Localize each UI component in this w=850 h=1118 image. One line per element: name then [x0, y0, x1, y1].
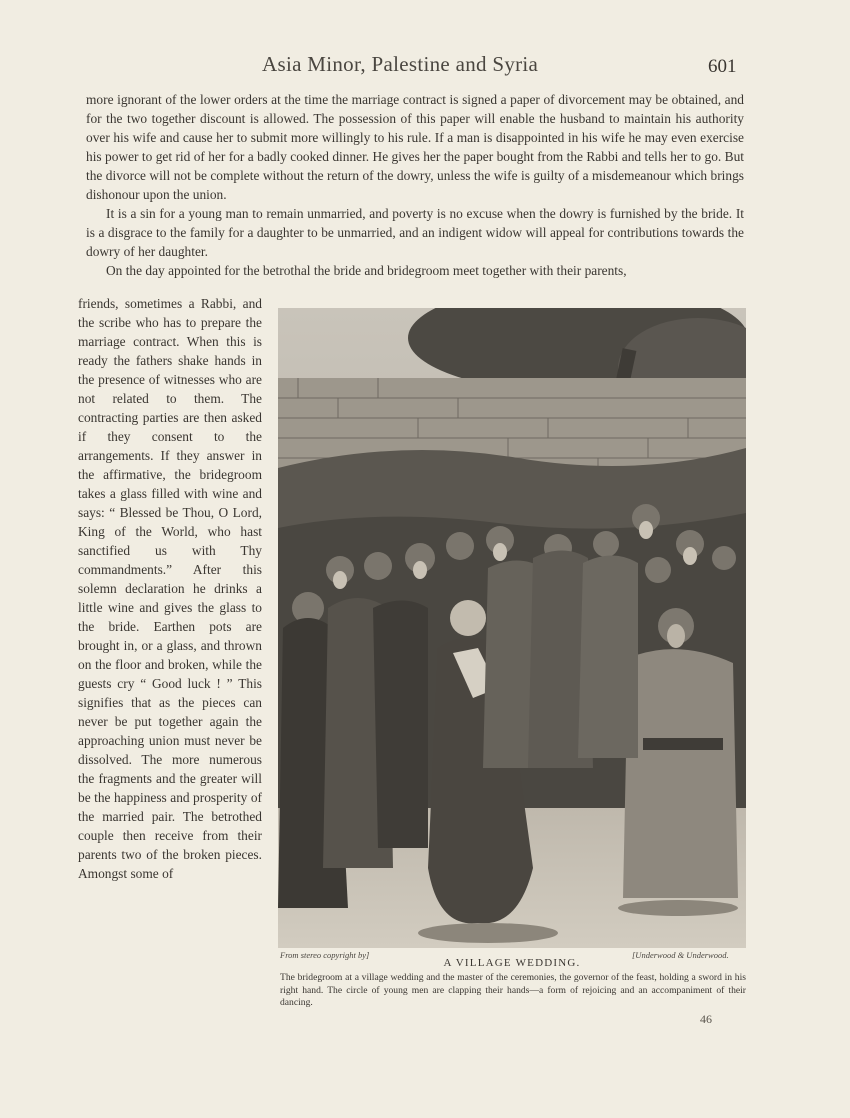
folio-number: 46: [700, 1012, 712, 1026]
figure: [278, 308, 746, 948]
paragraph-betrothal-column: friends, sometimes a Rabbi, and the scribe who has to prepare the marriage contract. When this is ready the fathers shake hands in the presence of witnesses who are not related to them. The contracting parties are then asked if they consent to the arrangements. If they answer in the affirmative, the bridegroom takes a glass filled with wine and says: “ Blessed be Thou, O Lord, King of the World, who hast sanctified us with Thy commandments.” After this solemn declaration he drinks a little wine and gives the glass to the bride. Earthen pots are brought in, or a glass, and thrown on the floor and broken, while the guests cry “ Good luck ! ” This signifies that as the pieces can never be put together again the approaching union must never be dissolved. The more numerous the fragments and the greater will be the happiness and prosperity of the married pair. The betrothed couple then receive from their parents two of the broken pieces. Amongst some of: [78, 296, 262, 881]
paragraph-betrothal-lead: On the day appointed for the betrothal the bride and bridegroom meet together with their parents,: [106, 263, 627, 278]
running-header: [0, 52, 850, 82]
photo-credit-right: [Underwood & Underwood.: [632, 950, 729, 960]
top-text-block: [86, 90, 744, 280]
paragraph-unmarried: It is a sin for a young man to remain unmarried, and poverty is no excuse when the dowry is furnished by the bride. It is a disgrace to the family for a daughter to be unmarried, and an indigent widow will appeal for contributions towards the dowry of her daughter.: [86, 206, 744, 259]
running-title: Asia Minor, Palestine and Syria: [262, 52, 539, 76]
left-text-column: [78, 294, 262, 883]
figure-caption: The bridegroom at a village wedding and the master of the ceremonies, the governor of the feast, holding a sword in his right hand. The circle of young men are clapping their hands—a form of rejoicing and an accompaniment of their dancing.: [280, 972, 746, 1008]
page-number: 601: [708, 56, 737, 77]
village-wedding-photo: [278, 308, 746, 948]
figure-title: A VILLAGE WEDDING.: [443, 957, 581, 969]
paragraph-divorce: more ignorant of the lower orders at the time the marriage contract is signed a paper of divorcement may be obtained, and for the two together discount is allowed. The possession of this paper will enable the husband to maintain his authority over his wife and cause her to submit more willingly to his rule. If a man is disappointed in his wife he may even exercise his power to get rid of her for a badly cooked dinner. He gives her the paper bought from the Rabbi and tells her to go. But the divorce will not be complete without the return of the dowry, unless the wife is guilty of a misdemeanour which brings dishonour upon the union.: [86, 92, 744, 202]
photo-credit-left: From stereo copyright by]: [280, 950, 370, 960]
